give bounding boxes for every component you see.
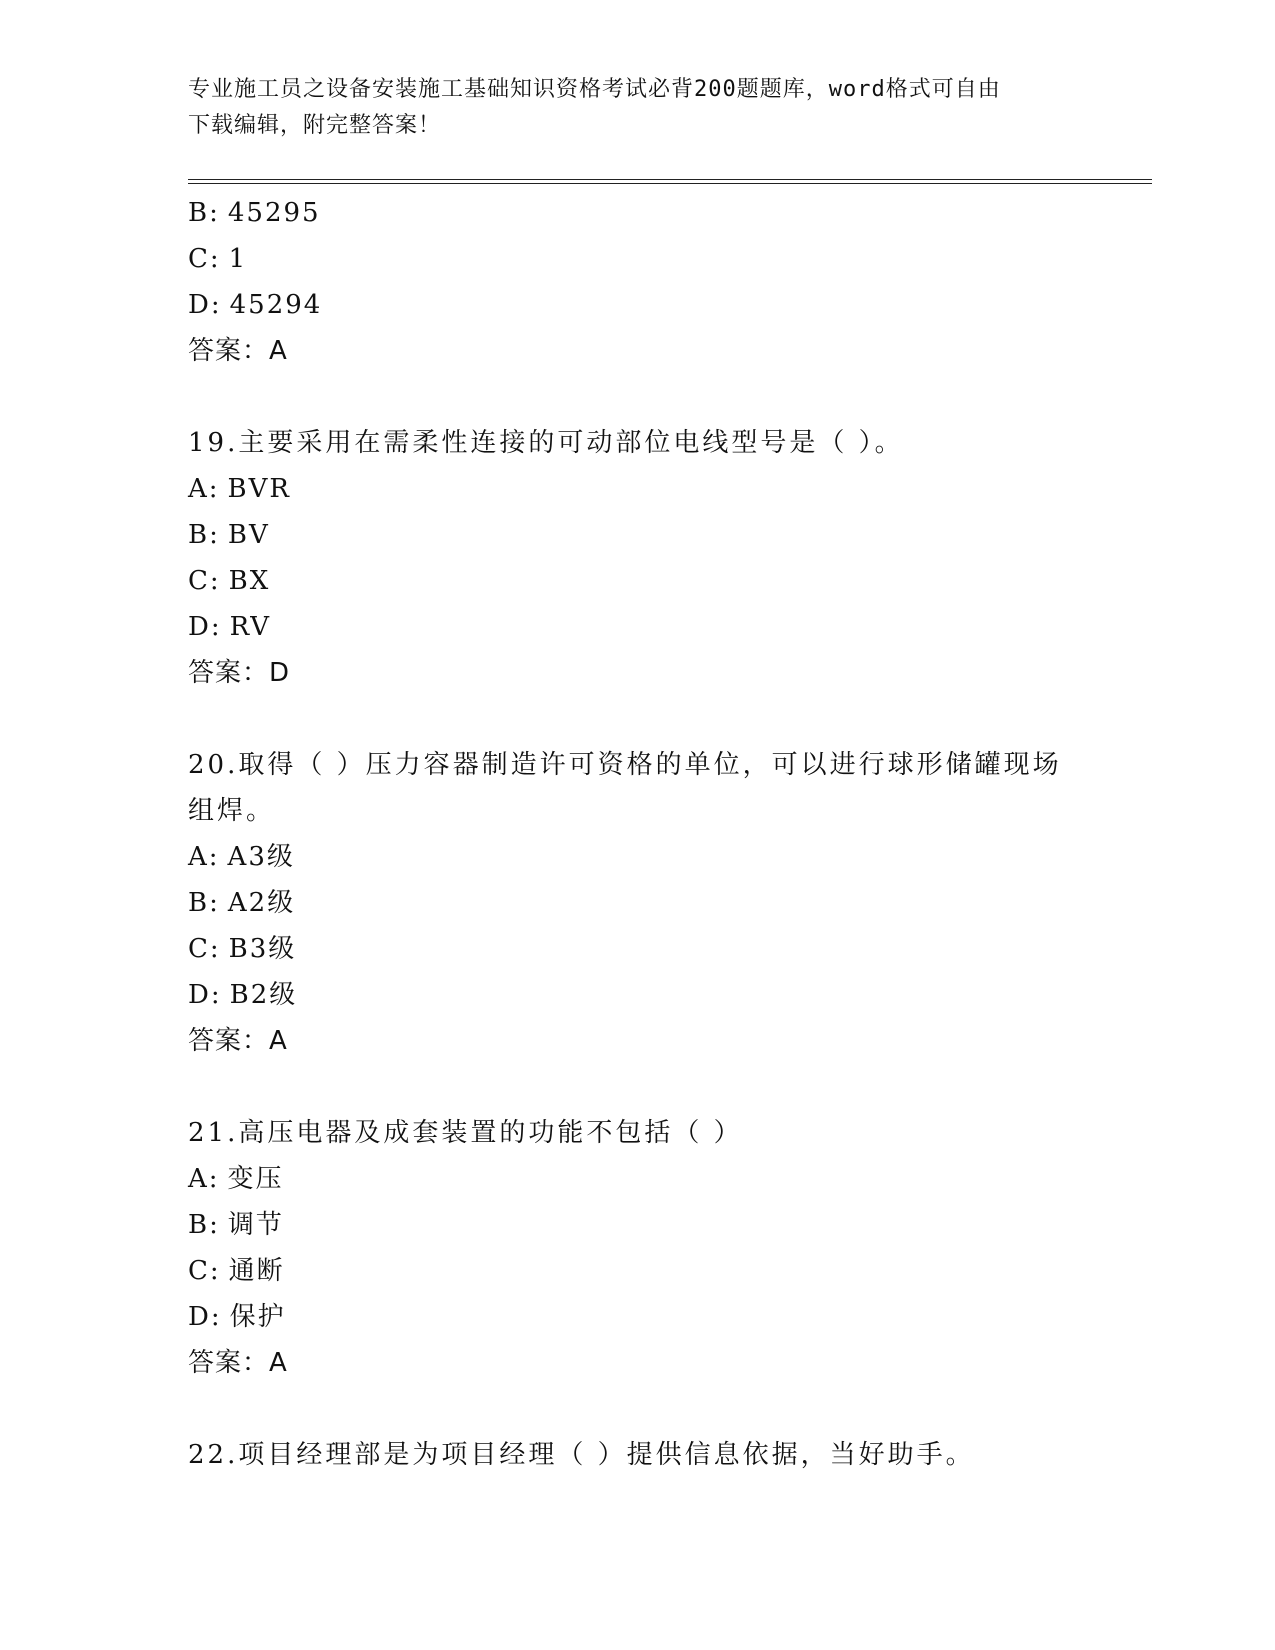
option-b: B: 调节 — [188, 1210, 284, 1240]
question-19 — [188, 420, 1088, 696]
document-header — [188, 72, 1068, 144]
option-a: A: 变压 — [188, 1164, 284, 1194]
header-divider-top — [188, 179, 1152, 180]
question-21 — [188, 1110, 1088, 1386]
question-text: 20.取得（ ）压力容器制造许可资格的单位，可以进行球形储罐现场组焊。 — [188, 750, 1062, 826]
option-a: A: A3级 — [188, 842, 295, 872]
answer-line: 答案：A — [188, 336, 288, 366]
question-list — [188, 190, 1088, 1478]
question-20 — [188, 742, 1088, 1064]
option-c: C: B3级 — [188, 934, 297, 964]
option-a: A: BVR — [188, 474, 292, 504]
question-text: 22.项目经理部是为项目经理（ ）提供信息依据，当好助手。 — [188, 1440, 975, 1470]
option-d: D: B2级 — [188, 980, 298, 1010]
header-divider-bottom — [188, 183, 1152, 184]
answer-line: 答案：A — [188, 1026, 288, 1056]
header-line-2: 下载编辑，附完整答案！ — [188, 113, 442, 138]
question-text: 19.主要采用在需柔性连接的可动部位电线型号是（ ）。 — [188, 428, 904, 458]
answer-line: 答案：D — [188, 658, 291, 688]
spacer — [188, 1386, 1088, 1432]
option-b: B: A2级 — [188, 888, 296, 918]
option-c: C: 通断 — [188, 1256, 285, 1286]
spacer — [188, 696, 1088, 742]
header-line-1: 专业施工员之设备安装施工基础知识资格考试必背200题题库，word格式可自由 — [188, 77, 1001, 102]
option-c: C: BX — [188, 566, 271, 596]
question-text: 21.高压电器及成套装置的功能不包括（ ） — [188, 1118, 743, 1148]
option-d: D: RV — [188, 612, 272, 642]
spacer — [188, 1064, 1088, 1110]
answer-line: 答案：A — [188, 1348, 288, 1378]
option-b: B: BV — [188, 520, 270, 550]
option-d: D: 保护 — [188, 1302, 286, 1332]
question-18-continued — [188, 190, 1088, 374]
question-22 — [188, 1432, 1088, 1478]
option-b: B: 45295 — [188, 198, 321, 228]
option-c: C: 1 — [188, 244, 248, 274]
spacer — [188, 374, 1088, 420]
option-d: D: 45294 — [188, 290, 323, 320]
